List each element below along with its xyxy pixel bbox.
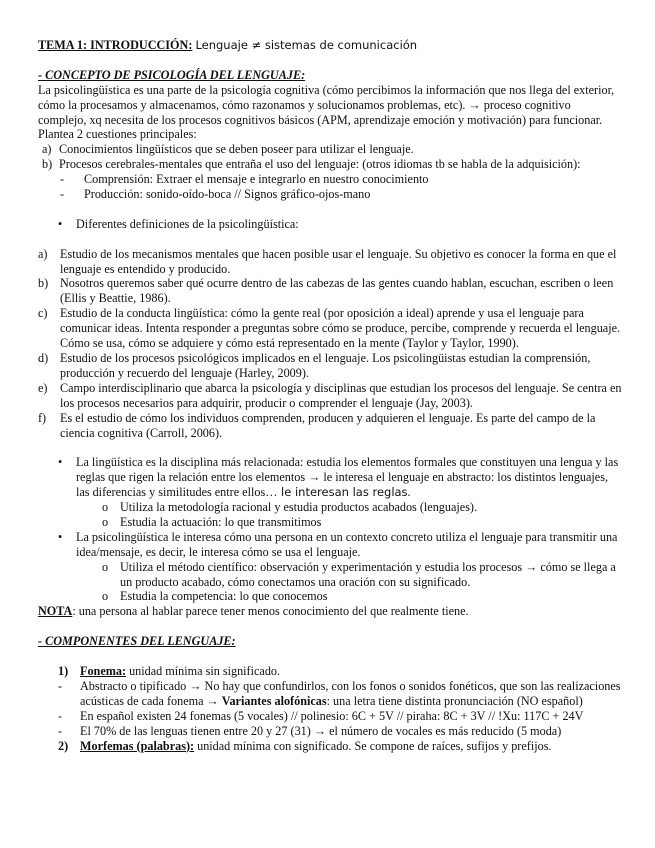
circle-bullet-icon: o	[102, 589, 109, 604]
intro-paragraph: La psicolingüística es una parte de la psicología cognitiva (cómo percibimos la información que nos llega del exterior, cómo la procesamos y almacenamos, cómo razonamos y solucionamos problemas, etc). → proceso cognitivo complejo, xq necesita de los procesos cognitivos básicos (APM, aprendizaje emoción y motivación) para funcionar.	[38, 82, 615, 127]
circle-bullet-icon: o	[102, 500, 109, 515]
bullet-icon: •	[58, 529, 63, 544]
sub-bullet-item: o Utiliza el método científico: observación y experimentación y estudia los procesos → cómo se llega a un producto acabado, cómo conectamos una oración con su significado.	[102, 559, 616, 589]
bullet-item-linguistica: • La lingüística es la disciplina más relacionada: estudia los elementos formales que constituyen una lengua y las reglas que rigen la relación entre los elementos → le interesa el lenguaje en abstracto: los distintos lenguajes, las diferencias y similitudes entre ellos… le interesan las reglas.	[58, 455, 619, 500]
plantea-line: Plantea 2 cuestiones principales:	[38, 127, 197, 142]
sub-bullet-item: o Estudia la competencia: lo que conocemos	[102, 589, 328, 604]
title-line	[38, 38, 622, 53]
circle-bullet-icon: o	[102, 559, 109, 574]
section-heading-componentes: - COMPONENTES DEL LENGUAJE:	[38, 634, 236, 649]
definitions-heading: • Diferentes definiciones de la psicolingüística:	[58, 216, 299, 231]
question-item: b) Procesos cerebrales-mentales que entraña el uso del lenguaje: (otros idiomas tb se habla de la adquisición):	[42, 157, 581, 172]
definition-item: e) Campo interdisciplinario que abarca la psicología y disciplinas que estudian los procesos del lenguaje. Se centra en los procesos necesarios para adquirir, producir o comprender el lenguaje (Jay, 2003).	[38, 380, 622, 410]
definition-item: b) Nosotros queremos saber qué ocurre dentro de las cabezas de las gentes cuando hablan, escuchan, escriben o leen (Ellis y Beattie, 1986).	[38, 276, 614, 306]
definition-item: a) Estudio de los mecanismos mentales que hacen posible usar el lenguaje. Su objetivo es conocer la forma en que el lenguaje es entendido y producido.	[38, 246, 617, 276]
component-item-fonema: 1) Fonema: unidad mínima sin significado.	[58, 663, 281, 678]
circle-bullet-icon: o	[102, 514, 109, 529]
page-title: TEMA 1: INTRODUCCIÓN:	[38, 38, 193, 52]
dash-item: - Comprensión: Extraer el mensaje e integrarlo en nuestro conocimiento	[60, 172, 429, 187]
bullet-item-psicolinguistica: • La psicolingüística le interesa cómo una persona en un contexto concreto utiliza el lenguaje para transmitir una idea/mensaje, es decir, le interesa cómo se usa el lenguaje.	[58, 529, 618, 559]
question-item: a) Conocimientos lingüísticos que se deben poseer para utilizar el lenguaje.	[42, 142, 414, 157]
definition-item: c) Estudio de la conducta lingüística: cómo la gente real (por oposición a ideal) aprende y usa el lenguaje para comunicar ideas. Intenta responder a preguntas sobre cómo se produce, percibe, comprende y recuerda el lenguaje. Cómo se usa, cómo se adquiere y cómo está representado en la mente (Taylor y Taylor, 1990).	[38, 306, 621, 351]
page-subtitle: Lenguaje ≠ sistemas de comunicación	[195, 38, 418, 52]
dash-item: - Producción: sonido-oído-boca // Signos gráfico-ojos-mano	[60, 187, 371, 202]
dash-item: - El 70% de las lenguas tienen entre 20 y 27 (31) → el número de vocales es más reducido (5 moda)	[58, 723, 562, 738]
definition-item: f) Es el estudio de cómo los individuos comprenden, producen y adquieren el lenguaje. Es parte del campo de la ciencia cognitiva (Carroll, 2006).	[38, 410, 596, 440]
nota-label: NOTA	[38, 604, 73, 619]
sub-bullet-item: o Utiliza la metodología racional y estudia productos acabados (lenguajes).	[102, 500, 478, 515]
definition-item: d) Estudio de los procesos psicológicos implicados en el lenguaje. Los psicolingüistas estudian la comprensión, producción y recuerdo del lenguaje (Harley, 2009).	[38, 350, 591, 380]
nota-line: NOTA: una persona al hablar parece tener menos conocimiento del que realmente tiene.	[38, 604, 469, 619]
bullet-icon: •	[58, 455, 63, 470]
document-page	[38, 38, 622, 753]
component-item-morfemas: 2) Morfemas (palabras): unidad mínima con significado. Se compone de raíces, sufijos y prefijos.	[58, 738, 552, 753]
bullet-icon: •	[58, 216, 63, 231]
dash-item: - Abstracto o tipificado → No hay que confundirlos, con los fonos o sonidos fonéticos, que son las realizaciones acústicas de cada fonema → Variantes alofónicas: una letra tiene distinta pronunciación (NO español)	[58, 678, 621, 708]
sub-bullet-item: o Estudia la actuación: lo que transmitimos	[102, 514, 322, 529]
section-heading-concepto: - CONCEPTO DE PSICOLOGÍA DEL LENGUAJE:	[38, 67, 306, 82]
dash-item: - En español existen 24 fonemas (5 vocales) // polinesio: 6C + 5V // piraha: 8C + 3V // !Xu: 117C + 24V	[58, 708, 584, 723]
